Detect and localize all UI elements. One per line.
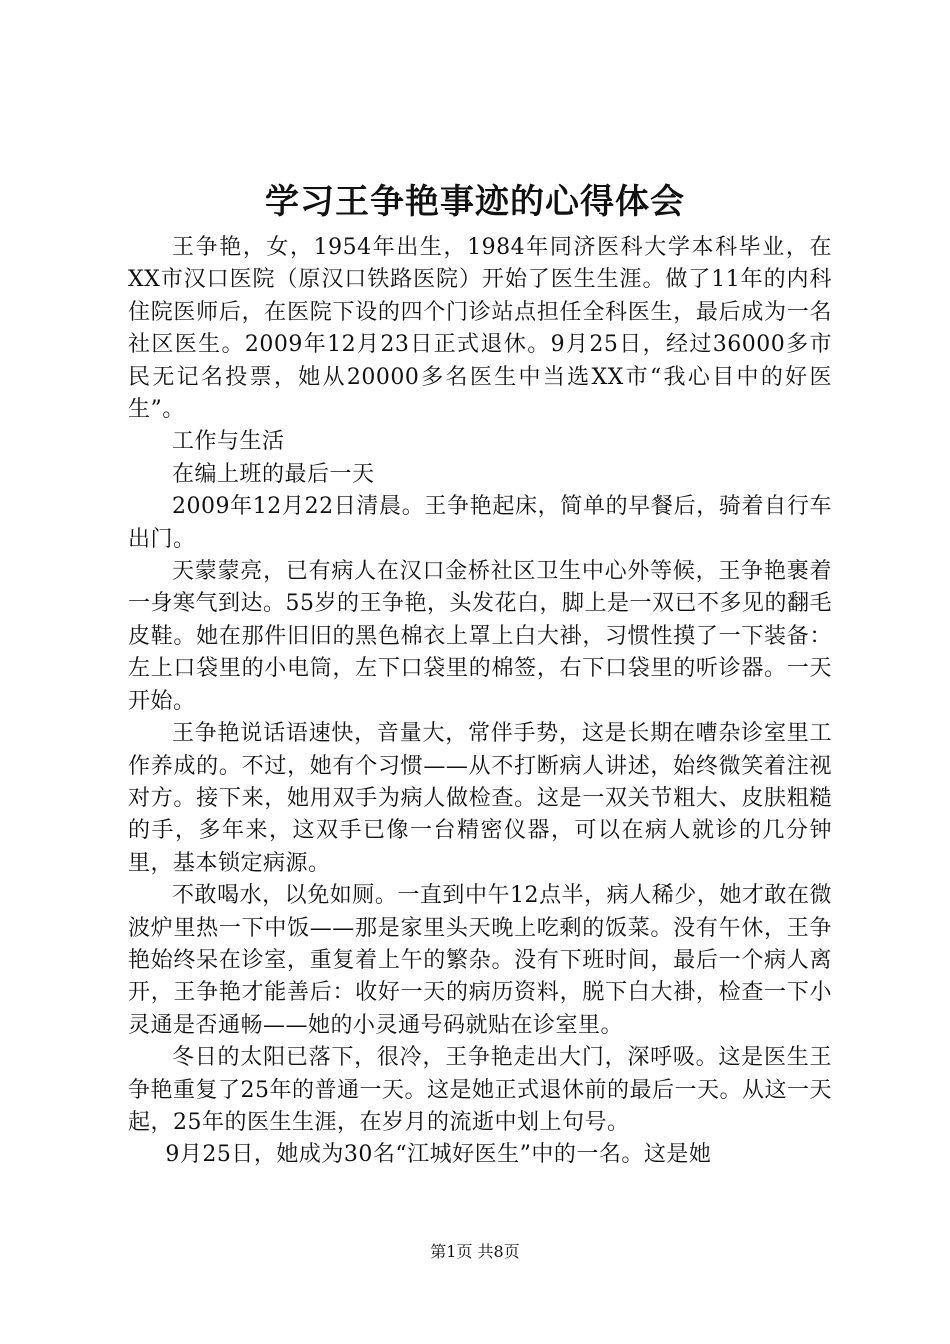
page-number-footer: 第1页 共8页 <box>430 1242 520 1261</box>
paragraph: 王争艳，女，1954年出生，1984年同济医科大学本科毕业，在XX市汉口医院（原汉口铁路医院）开始了医生生涯。做了11年的内科住院医师后，在医院下设的四个门诊站点担任全科医生，最后成为一名社区医生。2009年12月23日正式退休。9月25日，经过36000多市民无记名投票，她从20000多名医生中当选XX市“我心目中的好医生”。 <box>128 235 832 423</box>
document-body <box>128 232 832 1172</box>
paragraph: 2009年12月22日清晨。王争艳起床，简单的早餐后，骑着自行车出门。 <box>128 494 832 552</box>
paragraph: 9月25日，她成为30名“江城好医生”中的一名。这是她 <box>165 1142 712 1168</box>
document-title: 学习王争艳事迹的心得体会 <box>265 182 685 222</box>
paragraph: 冬日的太阳已落下，很冷，王争艳走出大门，深呼吸。这是医生王争艳重复了25年的普通一天。这是她正式退休前的最后一天。从这一天起，25年的医生生涯，在岁月的流逝中划上句号。 <box>128 1045 832 1135</box>
paragraph: 王争艳说话语速快，音量大，常伴手势，这是长期在嘈杂诊室里工作养成的。不过，她有个习惯——从不打断病人讲述，始终微笑着注视对方。接下来，她用双手为病人做检查。这是一双关节粗大、皮肤粗糙的手，多年来，这双手已像一台精密仪器，可以在病人就诊的几分钟里，基本锁定病源。 <box>128 721 832 876</box>
paragraph: 不敢喝水，以免如厕。一直到中午12点半，病人稀少，她才敢在微波炉里热一下中饭——那是家里头天晚上吃剩的饭菜。没有午休，王争艳始终呆在诊室，重复着上午的繁杂。没有下班时间，最后一个病人离开，王争艳才能善后：收好一天的病历资料，脱下白大褂，检查一下小灵通是否通畅——她的小灵通号码就贴在诊室里。 <box>128 883 832 1038</box>
section-subheading: 在编上班的最后一天 <box>172 461 375 487</box>
paragraph: 天蒙蒙亮，已有病人在汉口金桥社区卫生中心外等候，王争艳裹着一身寒气到达。55岁的王争艳，头发花白，脚上是一双已不多见的翻毛皮鞋。她在那件旧旧的黑色棉衣上罩上白大褂，习惯性摸了一下装备：左上口袋里的小电筒，左下口袋里的棉签，右下口袋里的听诊器。一天开始。 <box>128 559 832 714</box>
section-heading: 工作与生活 <box>172 429 285 455</box>
